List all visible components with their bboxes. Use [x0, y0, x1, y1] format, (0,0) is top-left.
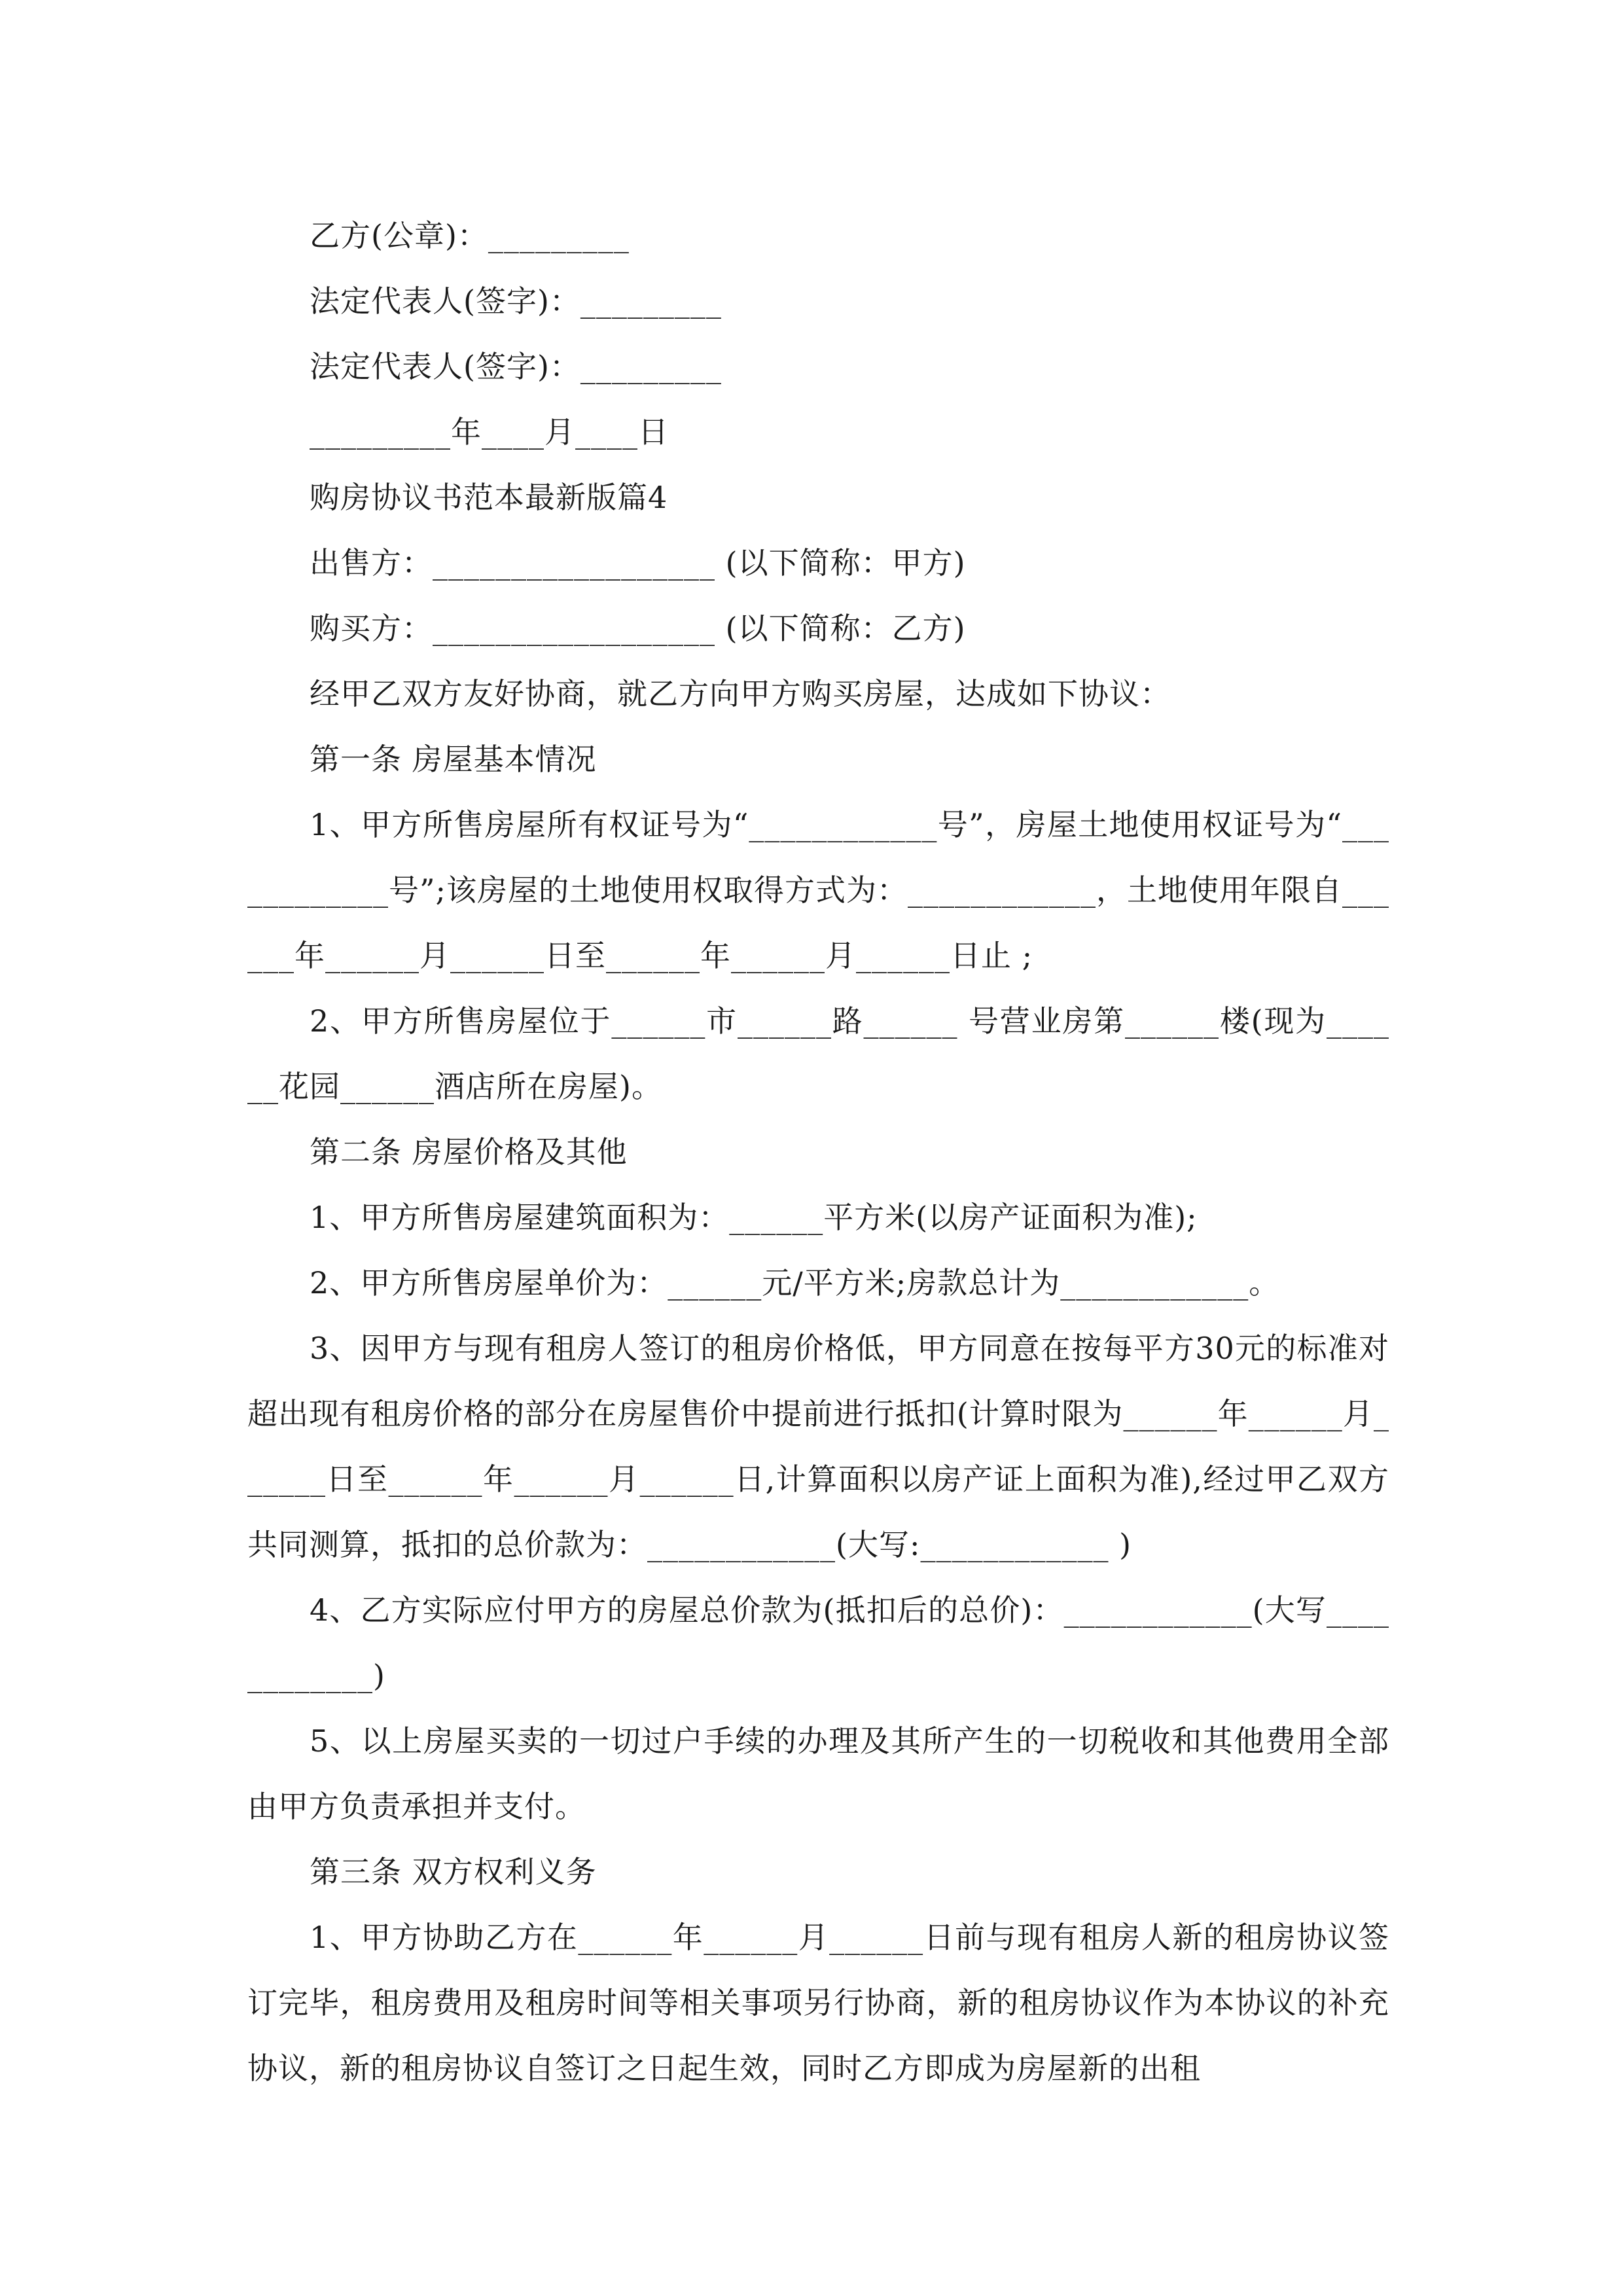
seller-line: 出售方：__________________ (以下简称：甲方)	[310, 545, 966, 581]
article-2-paragraph-2: 2、甲方所售房屋单价为：______元/平方米;房款总计为____________。	[310, 1265, 1280, 1300]
buyer-line: 购买方：__________________ (以下简称：乙方)	[310, 611, 966, 646]
article-3-title: 第三条 双方权利义务	[310, 1854, 597, 1890]
article-2-paragraph-4: 4、乙方实际应付甲方的房屋总价款为(抵扣后的总价)：____________(大写____________)	[247, 1592, 1389, 1693]
party-b-seal-line: 乙方(公章)：_________	[310, 218, 630, 253]
article-1-title: 第一条 房屋基本情况	[310, 742, 597, 777]
article-2-paragraph-3: 3、因甲方与现有租房人签订的租房价格低，甲方同意在按每平方30元的标准对超出现有租房价格的部分在房屋售价中提前进行抵扣(计算时限为______年______月______日至______年______月______日,计算面积以房产证上面积为准),经过甲乙双方共同测算，抵扣的总价款为：____________(大写:____________ )	[247, 1331, 1389, 1562]
article-2-paragraph-1: 1、甲方所售房屋建筑面积为：______平方米(以房产证面积为准);	[310, 1200, 1198, 1235]
intro-line: 经甲乙双方友好协商，就乙方向甲方购买房屋，达成如下协议：	[310, 676, 1171, 711]
article-2-title: 第二条 房屋价格及其他	[310, 1134, 628, 1170]
legal-rep-signature-line-2: 法定代表人(签字)：_________	[310, 349, 722, 384]
section-title: 购房协议书范本最新版篇4	[310, 480, 668, 515]
legal-rep-signature-line-1: 法定代表人(签字)：_________	[310, 283, 722, 319]
article-2-paragraph-5: 5、以上房屋买卖的一切过户手续的办理及其所产生的一切税收和其他费用全部由甲方负责承担并支付。	[247, 1723, 1389, 1824]
document-body	[247, 203, 1389, 2101]
article-3-paragraph-1: 1、甲方协助乙方在______年______月______日前与现有租房人新的租房协议签订完毕，租房费用及租房时间等相关事项另行协商，新的租房协议作为本协议的补充协议，新的租房协议自签订之日起生效，同时乙方即成为房屋新的出租	[247, 1920, 1389, 2086]
signature-date-line: _________年____月____日	[310, 414, 669, 450]
article-1-paragraph-2: 2、甲方所售房屋位于______市______路______ 号营业房第______楼(现为______花园______酒店所在房屋)。	[247, 1003, 1389, 1104]
article-1-paragraph-1: 1、甲方所售房屋所有权证号为“____________号”，房屋土地使用权证号为“____________号”;该房屋的土地使用权取得方式为：____________，土地使用年限自______年______月______日至______年______月______日止 ;	[247, 807, 1390, 973]
